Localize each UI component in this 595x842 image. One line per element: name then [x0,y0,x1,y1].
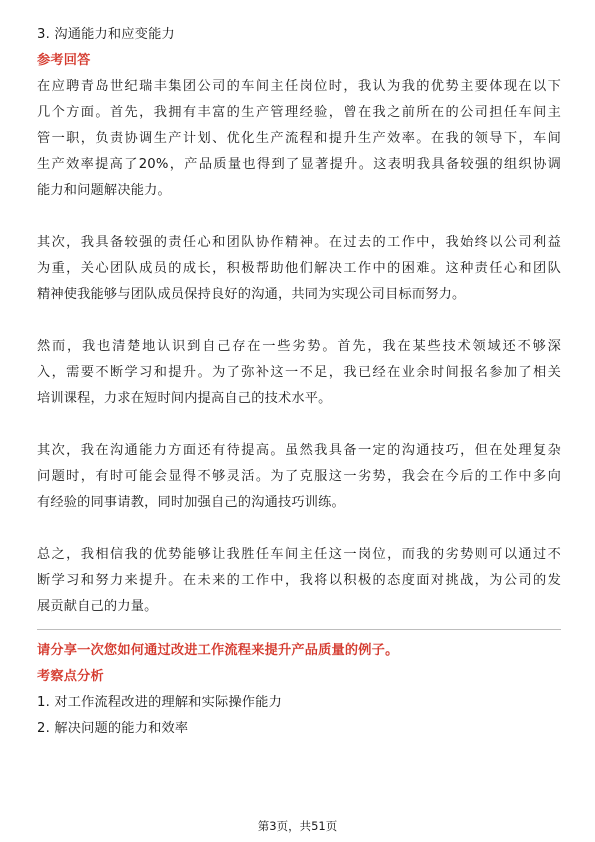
paragraph-line: 其次，我在沟通能力方面还有待提高。虽然我具备一定的沟通技巧，但在处理复杂 [37,443,561,458]
paragraph-line: 问题时，有时可能会显得不够灵活。为了克服这一劣势，我会在今后的工作中多向 [37,469,561,484]
analysis-label: 考察点分析 [37,669,104,684]
divider [37,629,561,630]
paragraph-line: 入，需要不断学习和提升。为了弥补这一不足，我已经在业余时间报名参加了相关 [37,365,561,380]
answer-label: 参考回答 [37,53,91,68]
paragraph [37,74,561,204]
paragraph-line: 能力和问题解决能力。 [37,183,171,198]
paragraph [37,438,561,516]
paragraph-line: 有经验的同事请教，同时加强自己的沟通技巧训练。 [37,495,345,510]
paragraph-line: 其次，我具备较强的责任心和团队协作精神。在过去的工作中，我始终以公司利益 [37,235,561,250]
paragraph-line: 生产效率提高了20%，产品质量也得到了显著提升。这表明我具备较强的组织协调 [37,157,561,172]
paragraph-gap [37,308,561,334]
paragraph-line: 展贡献自己的力量。 [37,599,158,614]
page-footer: 第3页，共51页 [257,819,338,833]
answer-body [37,74,561,620]
paragraph-gap [37,516,561,542]
document-page [37,22,561,742]
paragraph-line: 在应聘青岛世纪瑞丰集团公司的车间主任岗位时，我认为我的优势主要体现在以下 [37,79,561,94]
paragraph-line: 管一职，负责协调生产计划、优化生产流程和提升生产效率。在我的领导下，车间 [37,131,561,146]
paragraph-line: 总之，我相信我的优势能够让我胜任车间主任这一岗位，而我的劣势则可以通过不 [37,547,561,562]
paragraph [37,334,561,412]
paragraph-line: 培训课程，力求在短时间内提高自己的技术水平。 [37,391,332,406]
section-heading: 3. 沟通能力和应变能力 [37,27,175,42]
paragraph-line: 断学习和努力来提升。在未来的工作中，我将以积极的态度面对挑战，为公司的发 [37,573,561,588]
paragraph [37,542,561,620]
paragraph-line: 然而，我也清楚地认识到自己存在一些劣势。首先，我在某些技术领域还不够深 [37,339,561,354]
analysis-point: 1. 对工作流程改进的理解和实际操作能力 [37,695,282,710]
paragraph-line: 精神使我能够与团队成员保持良好的沟通，共同为实现公司目标而努力。 [37,287,466,302]
paragraph [37,230,561,308]
next-question: 请分享一次您如何通过改进工作流程来提升产品质量的例子。 [37,643,399,658]
paragraph-line: 几个方面。首先，我拥有丰富的生产管理经验，曾在我之前所在的公司担任车间主 [37,105,561,120]
paragraph-line: 为重，关心团队成员的成长，积极帮助他们解决工作中的困难。这种责任心和团队 [37,261,561,276]
paragraph-gap [37,412,561,438]
analysis-point: 2. 解决问题的能力和效率 [37,721,189,736]
paragraph-gap [37,204,561,230]
